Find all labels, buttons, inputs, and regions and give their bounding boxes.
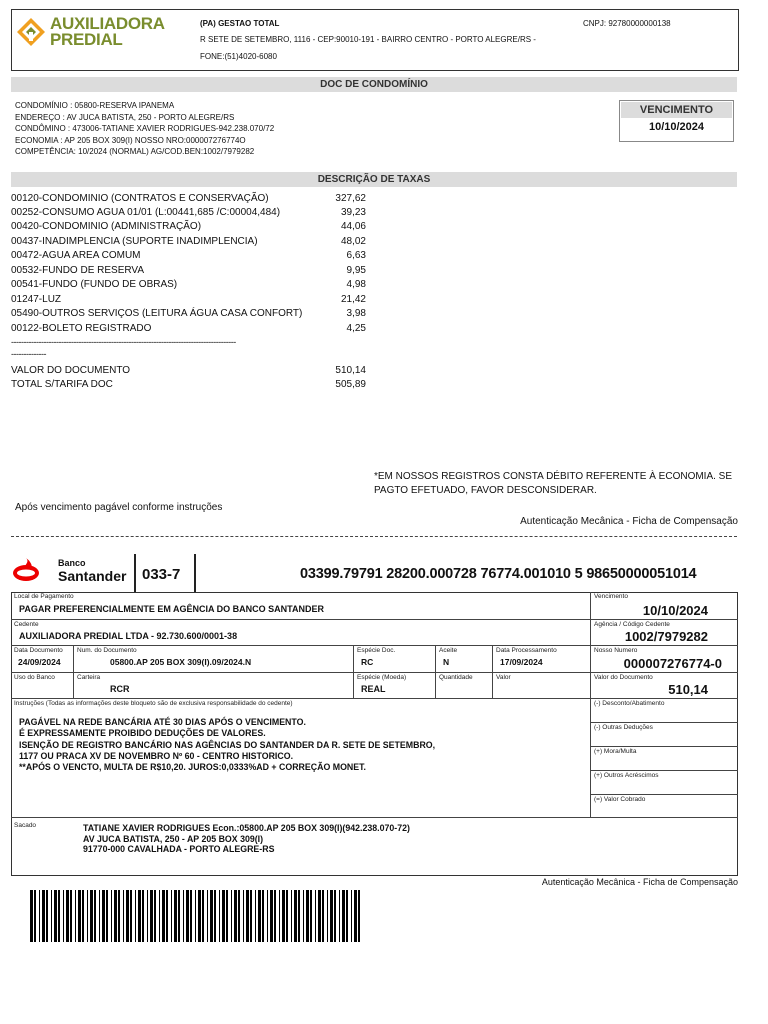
- barcode-bar: [54, 890, 57, 942]
- valor-cobrado-caption: (=) Valor Cobrado: [594, 796, 646, 803]
- barcode-bar: [294, 890, 297, 942]
- especie-moeda-value: REAL: [361, 684, 386, 694]
- barcode-bar: [34, 890, 36, 942]
- barcode-bar: [99, 890, 100, 942]
- barcode-bar: [330, 890, 333, 942]
- carteira-caption: Carteira: [77, 674, 101, 681]
- valor-cobrado-cell: [591, 795, 738, 818]
- barcode-bar: [174, 890, 177, 942]
- vencimento-cell: [591, 592, 738, 620]
- barcode-bar: [267, 890, 268, 942]
- tax-desc: 00120-CONDOMINIO (CONTRATOS E CONSERVAÇÃO): [11, 193, 269, 204]
- barcode-bar: [123, 890, 124, 942]
- barcode-bar: [274, 890, 276, 942]
- tax-desc: 00252-CONSUMO AGUA 01/01 (L:00441,685 /C:00004,484): [11, 207, 281, 218]
- tax-row: [11, 278, 366, 292]
- barcode-bar: [282, 890, 285, 942]
- barcode-bar: [75, 890, 76, 942]
- outros-acrescimos-cell: [591, 771, 738, 795]
- quantidade-cell: [436, 673, 493, 699]
- vencimento-box: [619, 100, 734, 142]
- tax-desc: 00437-INADIMPLENCIA (SUPORTE INADIMPLENCIA): [11, 236, 258, 247]
- instrucoes-caption: Instruções (Todas as informações deste bloqueto são de exclusiva responsabilidade do cedente): [14, 700, 293, 707]
- barcode-bar: [82, 890, 84, 942]
- barcode-bar: [334, 890, 336, 942]
- barcode-bar: [102, 890, 105, 942]
- barcode-bar: [42, 890, 45, 942]
- total-tarifa-label: TOTAL S/TARIFA DOC: [11, 379, 113, 390]
- sacado-line: TATIANE XAVIER RODRIGUES Econ.:05800.AP 205 BOX 309(I)(942.238.070-72): [83, 823, 410, 833]
- cedente-cell: [11, 620, 591, 646]
- barcode-bar: [255, 890, 256, 942]
- barcode-bar: [214, 890, 216, 942]
- data-documento-caption: Data Documento: [14, 647, 63, 654]
- tax-row: [11, 307, 366, 321]
- outras-deducoes-cell: [591, 723, 738, 747]
- doc-info: [15, 100, 274, 158]
- data-processamento-cell: [493, 646, 591, 673]
- barcode-bar: [150, 890, 153, 942]
- barcode-bar: [310, 890, 312, 942]
- agencia-caption: Agência / Código Cedente: [594, 621, 670, 628]
- barcode-bar: [66, 890, 69, 942]
- instrucao-line: 1177 OU PRACA XV DE NOVEMBRO Nº 60 - CENTRO HISTORICO.: [19, 750, 294, 761]
- barcode-bar: [183, 890, 184, 942]
- barcode-bar: [147, 890, 148, 942]
- tax-separator-short: --------------: [11, 349, 46, 359]
- total-tarifa-row: [11, 378, 366, 392]
- barcode-bar: [318, 890, 321, 942]
- tax-row: [11, 264, 366, 278]
- tax-row: [11, 192, 366, 206]
- barcode-bar: [351, 890, 352, 942]
- especie-moeda-caption: Espécie (Moeda): [357, 674, 407, 681]
- barcode-bar: [210, 890, 213, 942]
- barcode-bar: [195, 890, 196, 942]
- barcode-bar: [286, 890, 288, 942]
- especie-doc-cell: [354, 646, 436, 673]
- instrucoes-cell: [11, 699, 591, 818]
- barcode-bar: [171, 890, 172, 942]
- valor-documento-caption: Valor do Documento: [594, 674, 653, 681]
- barcode-bar: [262, 890, 264, 942]
- barcode: [30, 890, 362, 942]
- barcode-bar: [246, 890, 249, 942]
- logo-line2: PREDIAL: [50, 30, 123, 49]
- tax-value: 6,63: [346, 250, 366, 261]
- tax-value: 48,02: [340, 236, 366, 247]
- doc-title-bar: DOC DE CONDOMÍNIO: [11, 77, 737, 92]
- barcode-bar: [30, 890, 33, 942]
- tax-desc: 00122-BOLETO REGISTRADO: [11, 323, 152, 334]
- taxas-title-bar: DESCRIÇÃO DE TAXAS: [11, 172, 737, 187]
- tax-value: 44,06: [340, 221, 366, 232]
- tax-value: 3,98: [346, 308, 366, 319]
- barcode-bar: [46, 890, 48, 942]
- linha-digitavel: 03399.79791 28200.000728 76774.001010 5 98650000051014: [300, 566, 697, 582]
- numero-documento-caption: Num. do Documento: [77, 647, 137, 654]
- especie-doc-caption: Espécie Doc.: [357, 647, 396, 654]
- barcode-bar: [222, 890, 225, 942]
- data-processamento-caption: Data Processamento: [496, 647, 557, 654]
- sacado-line: AV JUCA BATISTA, 250 - AP 205 BOX 309(I): [83, 833, 264, 844]
- santander-flame-icon: [12, 556, 40, 582]
- valor-documento-cell: [591, 673, 738, 699]
- barcode-bar: [111, 890, 112, 942]
- barcode-bar: [198, 890, 201, 942]
- instrucao-line: **APÓS O VENCTO, MULTA DE R$10,20. JUROS:0,0333%AD + CORREÇÃO MONET.: [19, 762, 366, 773]
- auxiliadora-logo-icon: [16, 17, 46, 47]
- barcode-bar: [219, 890, 220, 942]
- tax-value: 327,62: [335, 193, 366, 204]
- barcode-bar: [250, 890, 252, 942]
- tax-value: 39,23: [340, 207, 366, 218]
- sacado-cell: [11, 818, 738, 876]
- vencimento-caption: Vencimento: [594, 593, 628, 600]
- logo-line1: AUXILIADORA: [50, 14, 165, 33]
- tax-value: 4,98: [346, 279, 366, 290]
- total-tarifa-value: 505,89: [335, 379, 366, 390]
- instrucao-line: É EXPRESSAMENTE PROIBIDO DEDUÇÕES DE VALORES.: [19, 728, 266, 739]
- barcode-bar: [234, 890, 237, 942]
- barcode-bar: [114, 890, 117, 942]
- bank-label: Banco: [58, 558, 86, 568]
- barcode-bar: [51, 890, 52, 942]
- tax-desc: 01247-LUZ: [11, 294, 62, 305]
- company-address: R SETE DE SETEMBRO, 1116 - CEP:90010-191 - BAIRRO CENTRO - PORTO ALEGRE/RS -: [200, 35, 536, 44]
- autenticacao-top: Autenticação Mecânica - Ficha de Compensação: [520, 516, 738, 527]
- tax-row: [11, 235, 366, 249]
- barcode-bar: [154, 890, 156, 942]
- tax-row: [11, 206, 366, 220]
- tax-value: 21,42: [340, 294, 366, 305]
- especie-moeda-cell: [354, 673, 436, 699]
- tax-row: [11, 293, 366, 307]
- barcode-bar: [130, 890, 132, 942]
- barcode-bar: [39, 890, 40, 942]
- tax-desc: 00420-CONDOMINIO (ADMINISTRAÇÃO): [11, 221, 202, 232]
- vencimento-value: 10/10/2024: [648, 121, 705, 133]
- autenticacao-bottom: Autenticação Mecânica - Ficha de Compensação: [541, 877, 738, 887]
- tax-desc: 05490-OUTROS SERVIÇOS (LEITURA ÁGUA CASA CONFORT): [11, 308, 303, 319]
- valor-documento-value: 510,14: [335, 365, 366, 376]
- uso-banco-caption: Uso do Banco: [14, 674, 55, 681]
- barcode-bar: [162, 890, 165, 942]
- data-documento-cell: [11, 646, 74, 673]
- company-name: (PA) GESTAO TOTAL: [200, 19, 280, 28]
- local-pagamento-cell: [11, 592, 591, 620]
- outros-acrescimos-caption: (+) Outros Acréscimos: [594, 772, 659, 779]
- barcode-bar: [63, 890, 64, 942]
- debt-notice: *EM NOSSOS REGISTROS CONSTA DÉBITO REFERENTE À ECONOMIA. SE PAGTO EFETUADO, FAVOR DESCONSIDERAR.: [374, 471, 733, 496]
- instrucao-line: ISENÇÃO DE REGISTRO BANCÁRIO NAS AGÊNCIAS DO SANTANDER DA R. SETE DE SETEMBRO,: [19, 739, 436, 750]
- tax-desc: 00472-AGUA AREA COMUM: [11, 250, 141, 261]
- doc-endereco: ENDEREÇO : AV JUCA BATISTA, 250 - PORTO ALEGRE/RS: [15, 112, 235, 122]
- barcode-bar: [354, 890, 357, 942]
- sacado-line: 91770-000 CAVALHADA - PORTO ALEGRE-RS: [83, 844, 275, 854]
- barcode-bar: [159, 890, 160, 942]
- bank-name: Santander: [58, 568, 127, 584]
- barcode-bar: [322, 890, 324, 942]
- instrucoes-text: [19, 717, 435, 773]
- tax-row: [11, 249, 366, 263]
- aceite-value: N: [443, 657, 450, 667]
- carteira-value: RCR: [110, 684, 130, 694]
- agencia-value: 1002/7979282: [624, 629, 708, 644]
- valor-documento-row: [11, 364, 366, 378]
- barcode-bar: [226, 890, 228, 942]
- barcode-bar: [94, 890, 96, 942]
- barcode-bar: [118, 890, 120, 942]
- apos-vencimento-text: Após vencimento pagável conforme instruções: [15, 502, 223, 513]
- numero-documento-cell: [74, 646, 354, 673]
- barcode-bar: [327, 890, 328, 942]
- barcode-bar: [186, 890, 189, 942]
- local-pagamento-caption: Local de Pagamento: [14, 593, 74, 600]
- barcode-bar: [138, 890, 141, 942]
- valor-documento-boleto-value: 510,14: [668, 682, 708, 697]
- barcode-bar: [58, 890, 60, 942]
- barcode-bar: [291, 890, 292, 942]
- barcode-bar: [78, 890, 81, 942]
- doc-condominio: CONDOMÍNIO : 05800-RESERVA IPANEMA: [15, 101, 175, 110]
- vencimento-label: VENCIMENTO: [621, 102, 732, 118]
- sacado-text: [83, 823, 410, 855]
- vencimento-boleto-value: 10/10/2024: [642, 603, 708, 618]
- barcode-bar: [202, 890, 204, 942]
- barcode-bar: [339, 890, 340, 942]
- barcode-bar: [306, 890, 309, 942]
- bank-code: 033-7: [142, 566, 181, 583]
- valor-caption: Valor: [496, 674, 511, 681]
- barcode-bar: [142, 890, 144, 942]
- cedente-value: AUXILIADORA PREDIAL LTDA - 92.730.600/0001-38: [19, 631, 238, 641]
- barcode-bar: [303, 890, 304, 942]
- outras-deducoes-caption: (-) Outras Deduções: [594, 724, 653, 731]
- numero-documento-value: 05800.AP 205 BOX 309(I).09/2024.N: [110, 657, 252, 667]
- instrucao-line: PAGÁVEL NA REDE BANCÁRIA ATÉ 30 DIAS APÓS O VENCIMENTO.: [19, 717, 306, 727]
- aceite-caption: Aceite: [439, 647, 458, 654]
- data-documento-value: 24/09/2024: [18, 657, 61, 667]
- barcode-bar: [70, 890, 72, 942]
- barcode-bar: [231, 890, 232, 942]
- barcode-bar: [358, 890, 360, 942]
- barcode-bar: [298, 890, 300, 942]
- mora-cell: [591, 747, 738, 771]
- barcode-bar: [238, 890, 240, 942]
- barcode-bar: [178, 890, 180, 942]
- valor-cell: [493, 673, 591, 699]
- local-pagamento-value: PAGAR PREFERENCIALMENTE EM AGÊNCIA DO BANCO SANTANDER: [19, 604, 325, 614]
- nosso-numero-caption: Nosso Numero: [594, 647, 638, 654]
- barcode-bar: [166, 890, 168, 942]
- quantidade-caption: Quantidade: [439, 674, 473, 681]
- data-processamento-value: 17/09/2024: [500, 657, 543, 667]
- tax-row: [11, 220, 366, 234]
- agencia-cell: [591, 620, 738, 646]
- sacado-caption: Sacado: [14, 822, 37, 829]
- barcode-bar: [243, 890, 244, 942]
- tax-desc: 00541-FUNDO (FUNDO DE OBRAS): [11, 279, 178, 290]
- barcode-bar: [315, 890, 316, 942]
- tax-desc: 00532-FUNDO DE RESERVA: [11, 265, 145, 276]
- desconto-cell: [591, 699, 738, 723]
- doc-economia: ECONOMIA : AP 205 BOX 309(I) NOSSO NRO:000007276774O: [15, 135, 246, 145]
- barcode-bar: [90, 890, 93, 942]
- valor-documento-label: VALOR DO DOCUMENTO: [11, 365, 131, 376]
- cut-line: [11, 536, 737, 537]
- doc-condomino: CONDÔMINO : 473006-TATIANE XAVIER RODRIGUES-942.238.070/72: [15, 124, 275, 133]
- tax-separator: ------------------------------------------------------------------------------------------: [11, 337, 236, 347]
- barcode-bar: [106, 890, 108, 942]
- uso-banco-cell: [11, 673, 74, 699]
- barcode-bar: [190, 890, 192, 942]
- barcode-bar: [126, 890, 129, 942]
- barcode-bar: [207, 890, 208, 942]
- barcode-bar: [258, 890, 261, 942]
- tax-row: [11, 322, 366, 336]
- doc-competencia: COMPETÊNCIA: 10/2024 (NORMAL) AG/COD.BEN:1002/7979282: [15, 147, 255, 156]
- tax-value: 9,95: [346, 265, 366, 276]
- company-phone: FONE:(51)4020-6080: [200, 52, 277, 61]
- desconto-caption: (-) Desconto/Abatimento: [594, 700, 665, 707]
- carteira-cell: [74, 673, 354, 699]
- barcode-bar: [87, 890, 88, 942]
- barcode-bar: [342, 890, 345, 942]
- tax-value: 4,25: [346, 323, 366, 334]
- nosso-numero-cell: [591, 646, 738, 673]
- barcode-bar: [346, 890, 348, 942]
- nosso-numero-value: 000007276774-0: [623, 656, 722, 671]
- barcode-bar: [135, 890, 136, 942]
- barcode-bar: [279, 890, 280, 942]
- barcode-bar: [270, 890, 273, 942]
- cedente-caption: Cedente: [14, 621, 39, 628]
- especie-doc-value: RC: [361, 657, 374, 667]
- company-cnpj: CNPJ: 92780000000138: [583, 19, 671, 28]
- logo-wordmark: [50, 16, 165, 48]
- mora-caption: (+) Mora/Multa: [594, 748, 637, 755]
- aceite-cell: [436, 646, 493, 673]
